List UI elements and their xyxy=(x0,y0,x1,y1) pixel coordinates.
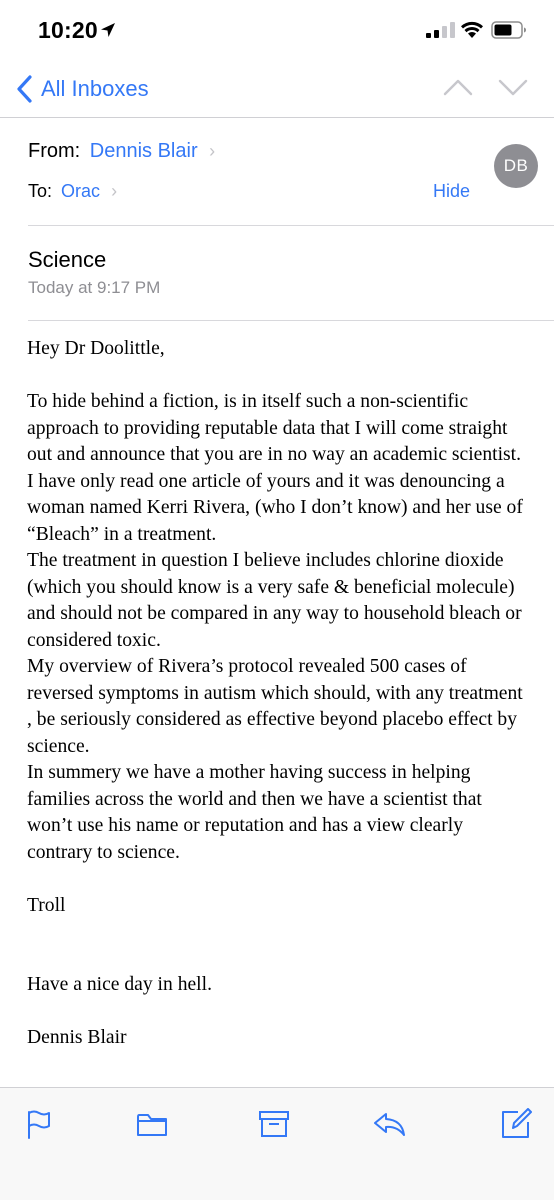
body-paragraph: The treatment in question I believe includes chlorine dioxide (which you should know is a very safe & beneficial molecule) and should not be compared in any way to household bleach or considered toxic. xyxy=(27,550,522,651)
avatar-initials: DB xyxy=(503,156,529,175)
nav-divider xyxy=(0,117,554,118)
closing-line: Have a nice day in hell. xyxy=(27,974,212,995)
flag-icon[interactable] xyxy=(22,1108,54,1140)
signal-icon xyxy=(426,22,456,38)
reply-icon[interactable] xyxy=(373,1108,405,1140)
location-arrow-icon xyxy=(99,21,117,39)
status-time: 10:20 xyxy=(38,17,98,43)
previous-message-icon[interactable] xyxy=(443,77,473,97)
bottom-toolbar xyxy=(0,1088,554,1200)
back-chevron-icon[interactable] xyxy=(16,75,34,103)
hide-details-button[interactable]: Hide xyxy=(433,181,471,201)
to-row xyxy=(28,181,117,202)
chevron-right-icon: › xyxy=(209,141,216,161)
back-button[interactable]: All Inboxes xyxy=(41,76,149,101)
header-divider xyxy=(28,225,554,226)
status-bar xyxy=(0,0,554,62)
troll-line: Troll xyxy=(27,894,66,916)
recipient-name[interactable]: Orac xyxy=(61,181,101,201)
compose-icon[interactable] xyxy=(500,1108,532,1140)
message-date: Today at 9:17 PM xyxy=(28,278,161,297)
subject-divider xyxy=(28,320,554,321)
greeting: Hey Dr Doolittle, xyxy=(27,338,165,359)
from-label: From: xyxy=(28,140,81,162)
body-paragraph: I have only read one article of yours and it was denouncing a woman named Kerri Rivera, (who I don’t know) and her use of “Bleach” in a treatment. xyxy=(27,470,523,545)
battery-icon xyxy=(491,20,527,40)
from-row xyxy=(28,140,215,163)
body-paragraph: To hide behind a fiction, is in itself such a non-scientific approach to providing reputable data that I will come straight out and announce that you are in no way an academic scientist. xyxy=(27,391,522,465)
wifi-icon xyxy=(460,21,484,39)
body-paragraph: My overview of Rivera’s protocol revealed 500 cases of reversed symptoms in autism which should, with any treatment , be seriously considered as effective beyond placebo effect by science. xyxy=(27,656,523,757)
signature: Dennis Blair xyxy=(27,1027,127,1048)
archive-icon[interactable] xyxy=(258,1108,290,1140)
nav-bar xyxy=(0,62,554,118)
avatar[interactable] xyxy=(494,144,538,188)
sender-name[interactable]: Dennis Blair xyxy=(89,140,198,162)
to-label: To: xyxy=(28,181,53,201)
body-paragraph: In summery we have a mother having success in helping families across the world and then we have a scientist that won’t use his name or reputation and has a view clearly contrary to science. xyxy=(27,762,482,863)
subject-title: Science xyxy=(28,247,107,272)
folder-icon[interactable] xyxy=(136,1108,168,1140)
next-message-icon[interactable] xyxy=(498,77,528,97)
chevron-right-icon: › xyxy=(111,181,118,201)
message-body xyxy=(27,336,527,1052)
